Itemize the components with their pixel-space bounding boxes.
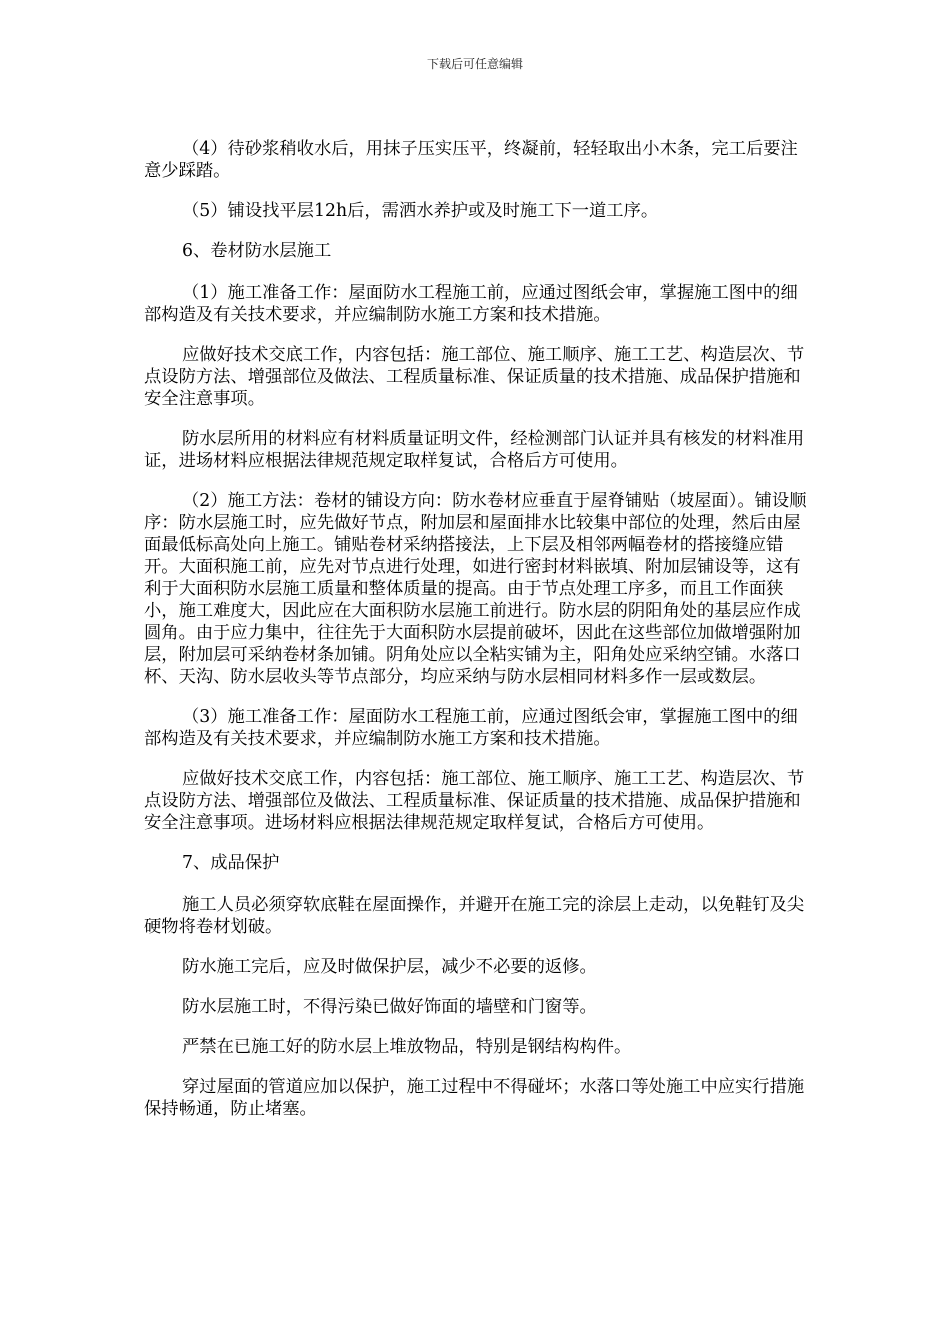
- paragraph-protection-layer: 防水施工完后，应及时做保护层，减少不必要的返修。: [182, 957, 597, 977]
- paragraph-tech-briefing-2: 应做好技术交底工作，内容包括：施工部位、施工顺序、施工工艺、构造层次、节点设防方法、增强部位及做法、工程质量标准、保证质量的技术措施、成品保护措施和安全注意事项。进场材料应根据法律规范规定取样复试，合格后方可使用。: [144, 769, 805, 833]
- paragraph-tech-briefing: 应做好技术交底工作，内容包括：施工部位、施工顺序、施工工艺、构造层次、节点设防方法、增强部位及做法、工程质量标准、保证质量的技术措施、成品保护措施和安全注意事项。: [144, 345, 805, 409]
- paragraph-protection-walls: 防水层施工时，不得污染已做好饰面的墙壁和门窗等。: [182, 997, 597, 1017]
- paragraph-materials: 防水层所用的材料应有材料质量证明文件，经检测部门认证并具有核发的材料准用证，进场材料应根据法律规范规定取样复试，合格后方可使用。: [144, 429, 805, 471]
- paragraph-protection-storage: 严禁在已施工好的防水层上堆放物品，特别是钢结构构件。: [182, 1037, 632, 1057]
- document-body: [144, 138, 808, 1138]
- paragraph-prep-3: （3）施工准备工作：屋面防水工程施工前，应通过图纸会审，掌握施工图中的细部构造及有关技术要求，并应编制防水施工方案和技术措施。: [144, 707, 798, 749]
- paragraph-method-2: （2）施工方法：卷材的铺设方向：防水卷材应垂直于屋脊铺贴（坡屋面）。铺设顺序：防水层施工时，应先做好节点，附加层和屋面排水比较集中部位的处理，然后由屋面最低标高处向上施工。铺贴卷材采纳搭接法，上下层及相邻两幅卷材的搭接缝应错开。大面积施工前，应先对节点进行处理，如进行密封材料嵌填、附加层铺设等，这有利于大面积防水层施工质量和整体质量的提高。由于节点处理工序多，而且工作面狭小，施工难度大，因此应在大面积防水层施工前进行。防水层的阴阳角处的基层应作成圆角。由于应力集中，往往先于大面积防水层提前破坏，因此在这些部位加做增强附加层，附加层可采纳卷材条加铺。阴角处应以全粘实铺为主，阳角处应采纳空铺。水落口杯、天沟、防水层收头等节点部分，均应采纳与防水层相同材料多作一层或数层。: [144, 491, 807, 687]
- page-header: 下载后可任意编辑: [426, 57, 523, 71]
- paragraph-protection-shoes: 施工人员必须穿软底鞋在屋面操作，并避开在施工完的涂层上走动，以免鞋钉及尖硬物将卷材划破。: [144, 895, 805, 937]
- section-heading-7: 7、成品保护: [182, 853, 280, 873]
- paragraph-step-4: （4）待砂浆稍收水后，用抹子压实压平，终凝前，轻轻取出小木条，完工后要注意少踩踏。: [144, 139, 798, 181]
- paragraph-step-5: （5）铺设找平层12h后，需洒水养护或及时施工下一道工序。: [182, 201, 659, 221]
- paragraph-protection-pipes: 穿过屋面的管道应加以保护，施工过程中不得碰坏；水落口等处施工中应实行措施保持畅通，防止堵塞。: [144, 1077, 805, 1119]
- paragraph-prep-1: （1）施工准备工作：屋面防水工程施工前，应通过图纸会审，掌握施工图中的细部构造及有关技术要求，并应编制防水施工方案和技术措施。: [144, 283, 798, 325]
- section-heading-6: 6、卷材防水层施工: [182, 241, 332, 261]
